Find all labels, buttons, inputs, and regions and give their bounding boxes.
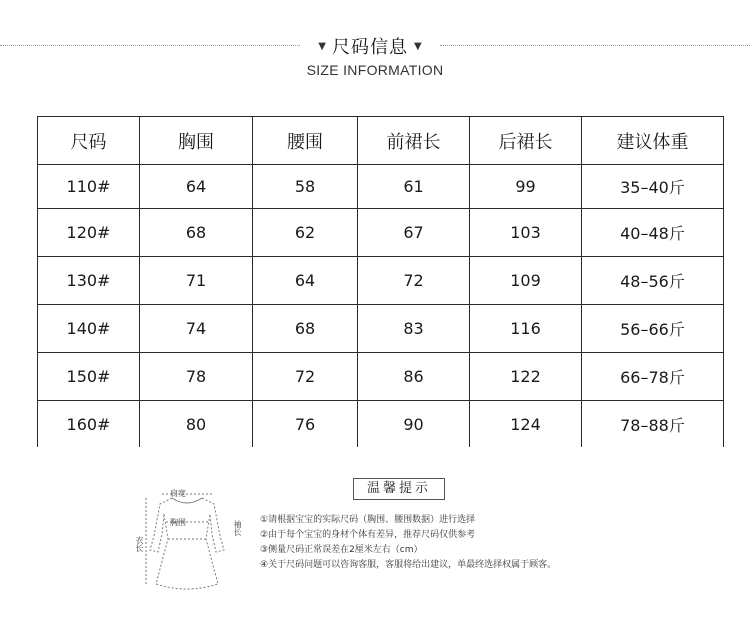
triangle-down-icon: ▼ — [414, 40, 422, 52]
table-cell: 66–78斤 — [582, 353, 724, 401]
table-cell: 35–40斤 — [582, 165, 724, 209]
table-cell: 74 — [140, 305, 253, 353]
table-cell: 71 — [140, 257, 253, 305]
table-cell: 78 — [140, 353, 253, 401]
table-row — [38, 165, 724, 209]
table-cell: 150# — [38, 353, 140, 401]
table-cell: 72 — [358, 257, 470, 305]
table-cell: 86 — [358, 353, 470, 401]
table-cell: 130# — [38, 257, 140, 305]
dotted-divider-right — [440, 45, 750, 46]
table-cell: 58 — [253, 165, 358, 209]
column-header: 后裙长 — [470, 117, 582, 165]
chest-label: 胸围 — [170, 518, 186, 527]
table-cell: 90 — [358, 401, 470, 448]
table-cell: 64 — [140, 165, 253, 209]
table-cell: 62 — [253, 209, 358, 257]
tips-list — [260, 513, 680, 573]
table-cell: 80 — [140, 401, 253, 448]
table-cell: 122 — [470, 353, 582, 401]
column-header: 腰围 — [253, 117, 358, 165]
table-cell: 124 — [470, 401, 582, 448]
table-cell: 109 — [470, 257, 582, 305]
table-cell: 67 — [358, 209, 470, 257]
column-header: 建议体重 — [582, 117, 724, 165]
table-cell: 61 — [358, 165, 470, 209]
dotted-divider-left — [0, 45, 300, 46]
table-cell: 68 — [253, 305, 358, 353]
table-cell: 103 — [470, 209, 582, 257]
table-cell: 40–48斤 — [582, 209, 724, 257]
table-cell: 56–66斤 — [582, 305, 724, 353]
table-cell: 160# — [38, 401, 140, 448]
table-cell: 78–88斤 — [582, 401, 724, 448]
table-row — [38, 209, 724, 257]
table-cell: 83 — [358, 305, 470, 353]
column-header: 胸围 — [140, 117, 253, 165]
column-header: 前裙长 — [358, 117, 470, 165]
column-header: 尺码 — [38, 117, 140, 165]
triangle-down-icon: ▼ — [318, 40, 326, 52]
length-label: 衣长 — [135, 536, 144, 552]
list-item: ④关于尺码问题可以咨询客服，客服将给出建议，单最终选择权属于顾客。 — [260, 560, 557, 570]
section-header — [300, 34, 440, 58]
list-item: ③侧量尺码正常误差在2厘米左右（cm） — [260, 545, 423, 555]
table-header-row — [38, 117, 724, 165]
table-cell: 72 — [253, 353, 358, 401]
list-item: ②由于每个宝宝的身材个体有差异，推荐尺码仅供参考 — [260, 530, 476, 540]
list-item: ①请根据宝宝的实际尺码（胸围、腰围数据）进行选择 — [260, 515, 476, 525]
dress-icon — [132, 484, 242, 596]
shoulder-label: 肩宽 — [170, 489, 186, 498]
table-row — [38, 353, 724, 401]
table-row — [38, 257, 724, 305]
page-subtitle: SIZE INFORMATION — [306, 62, 444, 78]
table-cell: 110# — [38, 165, 140, 209]
table-cell: 68 — [140, 209, 253, 257]
tips-title: 温馨提示 — [353, 478, 445, 500]
table-cell: 99 — [470, 165, 582, 209]
page-title: 尺码信息 — [332, 37, 408, 58]
table-row — [38, 401, 724, 448]
table-cell: 140# — [38, 305, 140, 353]
table-row — [38, 305, 724, 353]
table-cell: 64 — [253, 257, 358, 305]
table-cell: 48–56斤 — [582, 257, 724, 305]
table-cell: 116 — [470, 305, 582, 353]
table-cell: 120# — [38, 209, 140, 257]
table-cell: 76 — [253, 401, 358, 448]
sleeve-label: 袖长 — [233, 520, 242, 536]
dress-measurement-diagram — [132, 484, 242, 596]
size-table — [37, 116, 724, 447]
